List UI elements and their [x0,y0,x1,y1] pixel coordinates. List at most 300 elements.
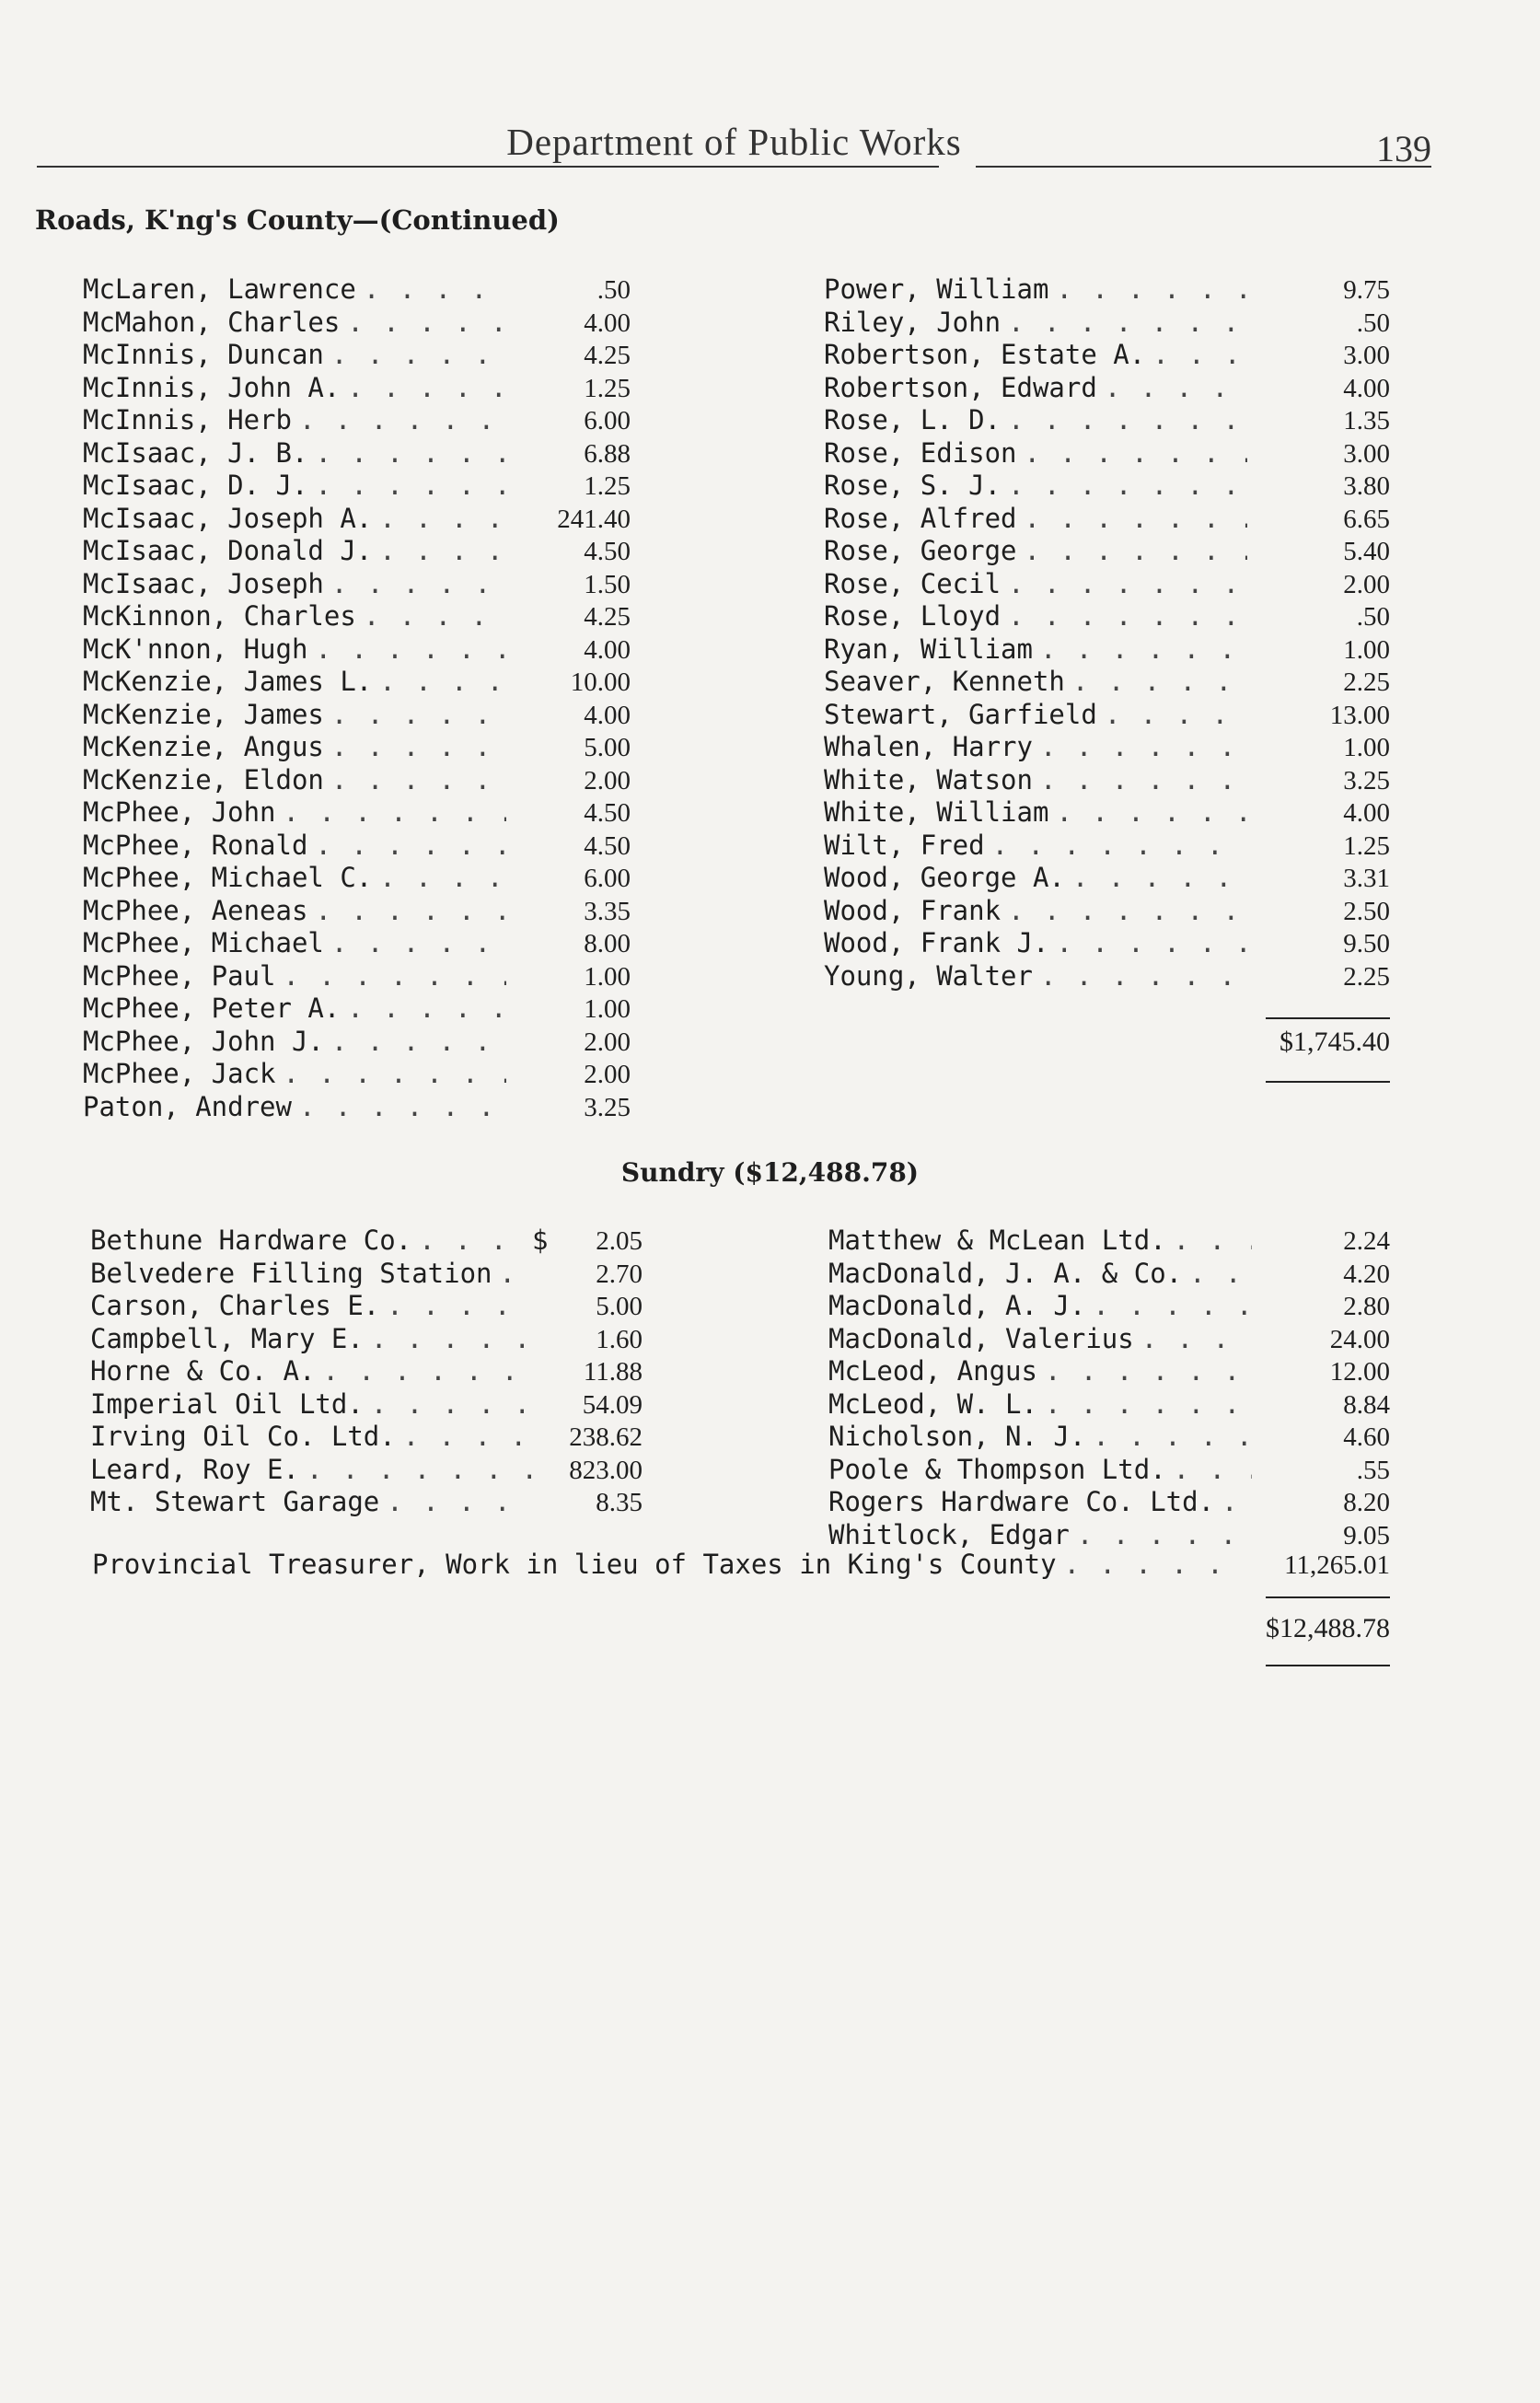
list-item [83,339,640,372]
entry-label [828,1454,1252,1485]
list-item [83,993,640,1026]
entry-label [83,764,506,795]
leader-dots [1085,1421,1252,1452]
entry-name: Wood, Frank [824,894,1002,926]
leader-dots [985,830,1247,861]
entry-name: Paton, Andrew [83,1090,292,1122]
entry-name: MacDonald, J. A. & Co. [828,1257,1183,1289]
list-item [824,927,1390,960]
list-item [83,1091,640,1124]
entry-amount: .50 [1356,602,1390,632]
list-item [83,862,640,895]
entry-name: McMahon, Charles [83,306,341,338]
leader-dots [1001,600,1247,632]
entry-amount: 1.60 [596,1324,643,1354]
entry-name: Mt. Stewart Garage [90,1486,380,1517]
entry-amount: 6.88 [584,438,631,469]
entry-name: Poole & Thompson Ltd. [828,1453,1166,1485]
leader-dots [1048,796,1247,828]
list-item [824,273,1390,307]
list-item [83,796,640,830]
entry-name: Belvedere Filling Station [90,1257,492,1289]
entry-label [90,1421,532,1452]
entry-name: Power, William [824,273,1049,305]
list-item [83,437,640,470]
leader-dots [1048,927,1247,958]
list-item [83,404,640,437]
entry-name: Rose, Alfred [824,502,1017,534]
entry-amount: .55 [1356,1455,1390,1485]
entry-amount: 1.00 [1343,733,1390,762]
leader-dots [1001,568,1247,599]
leader-dots [307,830,506,861]
leader-dots [324,764,506,795]
list-item [90,1323,643,1356]
entry-label [824,372,1247,403]
leader-dots [411,1225,532,1256]
entry-name: Bethune Hardware Co. [90,1225,412,1256]
leader-dots [1065,666,1247,697]
list-item [824,600,1390,633]
list-item [828,1290,1390,1323]
leader-dots [364,1388,532,1420]
list-item [83,307,640,340]
entry-amount: 1.50 [584,569,631,599]
leader-dots [1017,437,1247,469]
leader-dots [340,372,506,403]
page-header [37,120,1431,175]
list-item [90,1290,643,1323]
entry-name: Seaver, Kenneth [824,666,1065,697]
entry-name: Young, Walter [824,959,1033,992]
entry-amount: 2.24 [1343,1226,1390,1256]
list-item [83,568,640,601]
list-item [83,633,640,667]
entry-amount: 9.50 [1343,929,1390,958]
leader-dots [276,960,506,992]
entry-name: McIsaac, Joseph [83,567,324,599]
entry-name: Matthew & McLean Ltd. [828,1225,1166,1256]
list-item [83,895,640,928]
entry-name: McIsaac, Joseph A. [83,502,373,534]
leader-dots [356,600,506,632]
leader-dots [299,1454,532,1485]
roads-left-column [83,273,640,1123]
list-item [83,470,640,503]
leader-dots [324,699,506,730]
entry-name: Horne & Co. A. [90,1355,316,1387]
leader-dots [1145,339,1247,370]
entry-name: McPhee, Michael [83,927,324,958]
leader-dots [379,1486,532,1517]
entry-label [83,372,506,403]
entry-label [828,1519,1252,1550]
entry-name: Nicholson, N. J. [828,1421,1086,1452]
entry-label [83,339,506,370]
entry-name: McInnis, Herb [83,404,292,435]
entry-label [83,273,506,305]
leader-dots [276,1058,506,1089]
sundry-left-column [90,1225,643,1519]
entry-amount: 54.09 [582,1389,643,1420]
entry-label [828,1355,1252,1387]
list-item [824,895,1390,928]
entry-label [824,796,1247,828]
entry-amount: 13.00 [1329,700,1390,730]
list-item [824,796,1390,830]
entry-name: Rogers Hardware Co. Ltd. [828,1486,1215,1517]
leader-dots [372,666,506,697]
entry-label [83,503,506,534]
sundry-total-rule [1266,1596,1390,1598]
list-item [824,535,1390,568]
entry-name: McPhee, Paul [83,959,276,992]
entry-amount: 6.00 [584,406,631,435]
entry-label [824,862,1247,893]
entry-amount: 4.60 [1343,1422,1390,1452]
entry-label [824,731,1247,762]
entry-name: Wood, Frank J. [824,927,1049,958]
entry-amount: 4.50 [584,798,631,828]
list-item [83,535,640,568]
leader-dots [324,731,506,762]
entry-amount: 5.00 [596,1292,643,1321]
roads-total: $1,745.40 [1279,1027,1390,1057]
entry-name: White, William [824,796,1049,828]
entry-amount: 3.80 [1343,471,1390,501]
entry-amount: 2.00 [584,1060,631,1089]
leader-dots [324,1026,506,1057]
list-item [824,731,1390,764]
entry-amount: 2.50 [1343,896,1390,926]
entry-amount: 4.50 [584,830,631,861]
sundry-total: $12,488.78 [1266,1613,1390,1643]
leader-dots [1097,372,1247,403]
entry-name: McPhee, Jack [83,1058,276,1089]
list-item [828,1225,1390,1258]
entry-label [83,1091,506,1122]
entry-label [83,307,506,338]
entry-name: Rose, Edison [824,436,1017,469]
entry-amount: 4.00 [1343,373,1390,403]
list-item [824,503,1390,536]
entry-amount: 5.00 [584,733,631,762]
entry-name: McLeod, W. L. [828,1387,1037,1420]
leader-dots [307,437,506,469]
entry-label [83,535,506,566]
entry-label [824,273,1247,305]
entry-name: Leard, Roy E. [90,1453,299,1485]
entry-name: Ryan, William [824,633,1033,665]
leader-dots [1001,307,1247,338]
entry-amount: 12.00 [1329,1357,1390,1387]
leader-dots [1017,503,1247,534]
entry-amount: 9.05 [1343,1520,1390,1550]
entry-name: Robertson, Edward [824,371,1097,403]
entry-amount: 11,265.01 [1284,1550,1390,1580]
roads-right-column [824,273,1390,993]
leader-dots [1001,895,1247,926]
list-item [824,699,1390,732]
entry-amount: 2.00 [584,1027,631,1057]
list-item [83,1026,640,1059]
entry-name: Robertson, Estate A. [824,339,1146,370]
entry-label [83,830,506,861]
entry-label [83,731,506,762]
list-item [824,404,1390,437]
leader-dots [372,862,506,893]
list-item [828,1258,1390,1291]
leader-dots [364,1323,532,1354]
entry-name: McPhee, Michael C. [83,862,373,893]
entry-label [83,927,506,958]
entry-label [83,568,506,599]
entry-label [828,1225,1252,1256]
entry-name: McPhee, Aeneas [83,894,308,926]
entry-amount: 3.25 [584,1092,631,1122]
list-item [828,1323,1390,1356]
entry-name: MacDonald, Valerius [828,1322,1134,1354]
list-item [828,1454,1390,1487]
entry-name: Rose, L. D. [824,404,1002,435]
leader-dots [1097,699,1247,730]
entry-label [824,764,1247,795]
entry-amount: 8.20 [1343,1488,1390,1517]
leader-dots [1001,470,1247,501]
leader-dots [1134,1323,1252,1354]
entry-label [90,1454,532,1485]
list-item [828,1486,1390,1519]
entry-label [83,699,506,730]
entry-name: McKinnon, Charles [83,600,356,632]
entry-name: Wood, George A. [824,862,1065,893]
entry-name: Rose, Lloyd [824,600,1002,632]
entry-label [824,339,1247,370]
page-number: 139 [1376,128,1431,169]
entry-name: Whalen, Harry [824,731,1033,762]
entry-amount: 2.00 [584,765,631,795]
entry-name: Riley, John [824,306,1002,338]
list-item [83,503,640,536]
entry-name: Rose, Cecil [824,567,1002,599]
entry-label [824,600,1247,632]
list-item [90,1225,643,1258]
entry-name: McIsaac, Donald J. [83,535,373,566]
entry-amount: 4.50 [584,537,631,566]
list-item [83,372,640,405]
entry-label [83,796,506,828]
leader-dots [356,273,506,305]
entry-amount: 4.00 [584,700,631,730]
sundry-title: Sundry ($12,488.78) [620,1157,920,1188]
list-item [824,568,1390,601]
list-item [828,1421,1390,1454]
entry-label [824,535,1247,566]
list-item [83,764,640,797]
entry-amount: 6.00 [584,864,631,893]
dollar-sign: $ [532,1225,549,1256]
entry-amount: 2.00 [1343,569,1390,599]
entry-amount: 11.88 [583,1357,643,1387]
leader-dots [340,993,506,1024]
list-item [83,273,640,307]
entry-amount: 2.70 [596,1259,643,1289]
entry-name: Carson, Charles E. [90,1290,380,1321]
leader-dots [1070,1519,1252,1550]
entry-amount: 3.31 [1343,864,1390,893]
entry-amount: 4.00 [584,634,631,665]
list-item [828,1355,1390,1388]
entry-amount: 823.00 [569,1455,643,1485]
entry-label [90,1486,532,1517]
entry-label [824,895,1247,926]
entry-name: Whitlock, Edgar [828,1518,1070,1550]
list-item [828,1388,1390,1422]
leader-dots [1017,535,1247,566]
entry-amount: 10.00 [570,668,631,697]
entry-amount: 8.00 [584,929,631,958]
entry-name: Rose, George [824,535,1017,566]
leader-dots [372,535,506,566]
entry-name: McPhee, John J. [83,1025,324,1057]
leader-dots [1033,731,1247,762]
leader-dots [324,927,506,958]
entry-label [83,404,506,435]
list-item [90,1355,643,1388]
entry-name: McKenzie, James L. [83,666,373,697]
leader-dots [324,568,506,599]
entry-label [824,666,1247,697]
list-item [824,666,1390,699]
entry-label [83,470,506,501]
entry-label [824,470,1247,501]
entry-name: McKenzie, Eldon [83,763,324,795]
leader-dots [1033,764,1247,795]
entry-name: McPhee, Peter A. [83,993,341,1024]
list-item [83,699,640,732]
leader-dots [276,796,506,828]
entry-name: Campbell, Mary E. [90,1322,364,1354]
leader-dots [1085,1290,1252,1321]
sundry-total-underline [1266,1665,1390,1666]
list-item [824,862,1390,895]
entry-label [828,1421,1252,1452]
entry-label [83,666,506,697]
list-item [824,764,1390,797]
entry-amount: 4.25 [584,602,631,632]
list-item [824,372,1390,405]
list-item [824,437,1390,470]
roads-total-rule [1266,1017,1390,1019]
entry-amount: 4.25 [584,341,631,370]
leader-dots [315,1355,532,1387]
entry-amount: 1.00 [584,994,631,1024]
entry-name: McInnis, Duncan [83,339,324,370]
entry-amount: .50 [596,275,631,305]
list-item [824,339,1390,372]
list-item [83,666,640,699]
leader-dots [1057,1549,1233,1580]
entry-amount: 3.35 [584,896,631,926]
list-item [824,830,1390,863]
list-item [90,1421,643,1454]
entry-label [824,568,1247,599]
entry-label [90,1225,532,1256]
entry-label [828,1323,1252,1354]
list-item [828,1519,1390,1552]
leader-dots [1048,273,1247,305]
leader-dots [1166,1225,1252,1256]
leader-dots [1037,1388,1252,1420]
leader-dots [1037,1355,1252,1387]
entry-label [83,1058,506,1089]
list-item [83,960,640,993]
leader-dots [1033,960,1247,992]
entry-label [83,993,506,1024]
entry-label [824,404,1247,435]
entry-label [90,1355,532,1387]
entry-label [90,1258,532,1289]
list-item [90,1388,643,1422]
entry-label [90,1290,532,1321]
entry-label [824,927,1247,958]
entry-amount: 4.00 [1343,798,1390,828]
entry-name: Irving Oil Co. Ltd. [90,1421,396,1452]
entry-name: McPhee, John [83,796,276,828]
sundry-right-column [828,1225,1390,1551]
entry-label [90,1323,532,1354]
roads-total-underline [1266,1081,1390,1083]
header-rule [976,166,1431,168]
entry-amount: 24.00 [1329,1324,1390,1354]
provincial-treasurer-row [92,1549,1390,1581]
leader-dots [307,470,506,501]
list-item [824,470,1390,503]
entry-amount: 8.35 [596,1488,643,1517]
entry-name: White, Watson [824,763,1033,795]
leader-dots [396,1421,532,1452]
list-item [90,1486,643,1519]
list-item [824,307,1390,340]
entry-name: Stewart, Garfield [824,698,1097,730]
entry-amount: 8.84 [1343,1389,1390,1420]
entry-amount: 4.00 [584,308,631,338]
entry-amount: 1.35 [1343,406,1390,435]
list-item [83,731,640,764]
list-item [90,1258,643,1291]
entry-name: McKenzie, James [83,698,324,730]
entry-label [828,1290,1252,1321]
entry-amount: 3.00 [1343,438,1390,469]
entry-amount: 238.62 [569,1422,643,1452]
leader-dots [324,339,506,370]
entry-label [83,437,506,469]
list-item [824,960,1390,993]
entry-amount: 1.25 [584,373,631,403]
entry-amount: 241.40 [557,504,631,534]
leader-dots [379,1290,532,1321]
leader-dots [307,633,506,665]
entry-amount: 1.00 [1343,634,1390,665]
entry-name: Rose, S. J. [824,470,1002,501]
section-title: Roads, K'ng's County—(Continued) [35,204,560,236]
entry-name: McInnis, John A. [83,371,341,403]
entry-label [824,699,1247,730]
entry-name: McLaren, Lawrence [83,273,356,305]
entry-label [824,633,1247,665]
entry-label [824,830,1247,861]
entry-label [824,503,1247,534]
